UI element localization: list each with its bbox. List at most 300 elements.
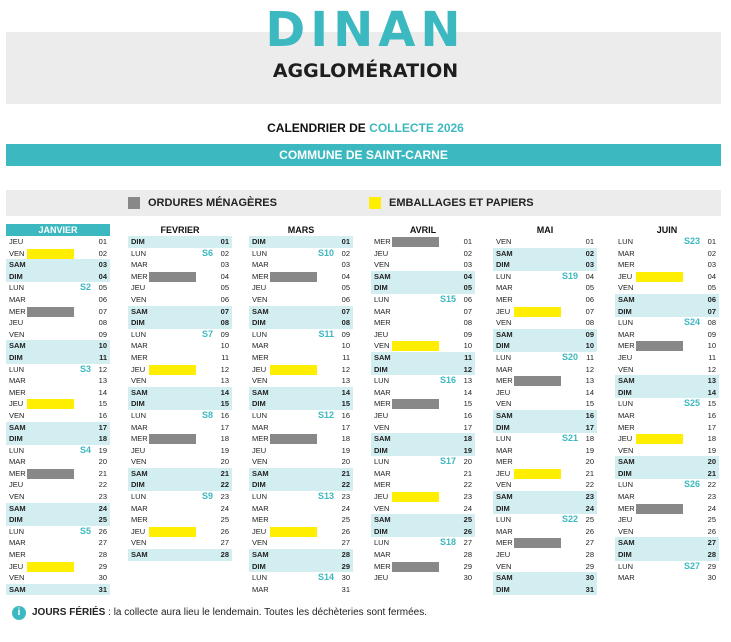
day-name: LUN — [496, 515, 512, 525]
day-number: 25 — [98, 515, 107, 525]
week-number: S25 — [683, 398, 700, 409]
day-row — [615, 503, 719, 515]
day-row — [6, 387, 110, 399]
day-number: 04 — [341, 271, 350, 281]
day-name: JEU — [618, 515, 633, 525]
day-name: VEN — [252, 294, 268, 304]
day-number: 12 — [220, 364, 229, 374]
month-avril — [371, 224, 475, 584]
day-row — [493, 410, 597, 422]
week-number: S4 — [79, 444, 91, 455]
day-number: 22 — [463, 480, 472, 490]
emballages-marker — [149, 365, 196, 375]
ordures-marker — [27, 469, 74, 479]
day-number: 29 — [585, 561, 594, 571]
day-number: 07 — [341, 306, 350, 316]
day-row — [371, 549, 475, 561]
day-number: 25 — [463, 515, 472, 525]
day-number: 24 — [341, 503, 350, 513]
day-row — [371, 526, 475, 538]
day-number: 28 — [220, 550, 229, 560]
day-name: LUN — [252, 573, 268, 583]
day-name: VEN — [252, 457, 268, 467]
day-row — [371, 445, 475, 457]
day-number: 20 — [707, 457, 716, 467]
day-number: 09 — [98, 329, 107, 339]
day-number: 17 — [341, 422, 350, 432]
week-number: S3 — [79, 363, 91, 374]
day-row — [371, 248, 475, 260]
day-name: SAM — [496, 329, 513, 339]
day-row — [249, 329, 353, 341]
day-number: 20 — [585, 457, 594, 467]
day-name: VEN — [9, 492, 25, 502]
day-number: 29 — [707, 561, 716, 571]
day-row — [249, 236, 353, 248]
day-name: VEN — [496, 237, 512, 246]
day-name: JEU — [374, 410, 389, 420]
day-number: 10 — [707, 341, 716, 351]
day-name: MER — [9, 306, 26, 316]
day-row — [6, 294, 110, 306]
day-name: MER — [618, 422, 635, 432]
day-name: MAR — [374, 550, 391, 560]
day-number: 30 — [98, 573, 107, 583]
legend-ordures — [128, 197, 277, 209]
day-name: LUN — [374, 376, 390, 386]
day-row — [493, 387, 597, 399]
day-number: 19 — [341, 445, 350, 455]
day-name: SAM — [252, 550, 269, 560]
day-name: SAM — [131, 468, 148, 478]
day-number: 06 — [585, 294, 594, 304]
day-name: MAR — [252, 341, 269, 351]
day-number: 27 — [707, 538, 716, 548]
day-number: 15 — [341, 399, 350, 409]
day-name: MER — [252, 434, 269, 444]
day-name: MER — [618, 260, 635, 270]
day-row — [493, 271, 597, 283]
day-number: 24 — [220, 503, 229, 513]
commune-banner: COMMUNE DE SAINT-CARNE — [6, 144, 721, 166]
day-name: DIM — [252, 237, 266, 246]
day-row — [615, 549, 719, 561]
day-row — [615, 236, 719, 248]
day-number: 14 — [341, 387, 350, 397]
day-number: 05 — [341, 283, 350, 293]
day-number: 30 — [341, 573, 350, 583]
ordures-marker — [392, 237, 439, 247]
month-header: JUIN — [656, 225, 678, 235]
day-row — [493, 259, 597, 271]
week-number: S15 — [439, 293, 456, 304]
day-row — [128, 526, 232, 538]
day-number: 17 — [585, 422, 594, 432]
day-name: MER — [131, 352, 148, 362]
day-number: 10 — [341, 341, 350, 351]
day-name: MER — [252, 271, 269, 281]
week-number: S7 — [201, 328, 213, 339]
day-row — [615, 387, 719, 399]
day-row — [371, 479, 475, 491]
day-number: 18 — [463, 434, 472, 444]
day-row — [615, 561, 719, 573]
day-row — [249, 317, 353, 329]
day-number: 05 — [98, 283, 107, 293]
day-number: 15 — [220, 399, 229, 409]
day-number: 11 — [708, 352, 716, 362]
day-name: DIM — [9, 434, 23, 444]
day-name: MER — [9, 468, 26, 478]
day-name: VEN — [131, 457, 147, 467]
day-number: 04 — [585, 271, 594, 281]
day-number: 26 — [98, 526, 107, 536]
day-name: DIM — [131, 318, 145, 328]
day-number: 30 — [585, 573, 594, 583]
day-row — [371, 433, 475, 445]
week-number: S22 — [561, 514, 578, 525]
day-name: LUN — [131, 329, 147, 339]
day-number: 12 — [98, 364, 107, 374]
day-number: 22 — [341, 480, 350, 490]
day-name: MER — [9, 550, 26, 560]
day-row — [493, 306, 597, 318]
day-number: 08 — [98, 318, 107, 328]
day-number: 10 — [98, 341, 107, 351]
day-row — [6, 561, 110, 573]
emballages-marker — [27, 399, 74, 409]
day-row — [493, 514, 597, 526]
day-name: DIM — [496, 422, 510, 432]
day-row — [249, 271, 353, 283]
day-name: SAM — [618, 457, 635, 467]
day-row — [371, 410, 475, 422]
day-row — [615, 537, 719, 549]
day-name: JEU — [618, 352, 633, 362]
day-number: 09 — [220, 329, 229, 339]
day-name: MER — [374, 237, 391, 246]
emballages-marker — [392, 341, 439, 351]
day-name: MER — [252, 352, 269, 362]
day-number: 12 — [341, 364, 350, 374]
day-number: 18 — [98, 434, 107, 444]
day-row — [493, 491, 597, 503]
day-number: 20 — [220, 457, 229, 467]
month-mai — [493, 224, 597, 595]
day-number: 04 — [98, 271, 107, 281]
day-row — [128, 236, 232, 248]
day-number: 17 — [463, 422, 472, 432]
day-row — [6, 282, 110, 294]
day-name: MAR — [252, 422, 269, 432]
day-number: 22 — [585, 480, 594, 490]
day-number: 12 — [463, 364, 472, 374]
day-number: 13 — [463, 376, 472, 386]
day-number: 21 — [707, 468, 716, 478]
emballages-marker — [270, 365, 317, 375]
day-name: JEU — [9, 318, 24, 328]
day-row — [371, 306, 475, 318]
emballages-marker — [27, 249, 74, 259]
day-name: MAR — [9, 294, 26, 304]
day-name: JEU — [496, 550, 511, 560]
day-row — [128, 306, 232, 318]
day-number: 31 — [98, 584, 107, 594]
day-number: 02 — [341, 248, 350, 258]
week-number: S9 — [201, 491, 213, 502]
day-row — [493, 329, 597, 341]
day-number: 02 — [220, 248, 229, 258]
day-name: JEU — [9, 237, 24, 246]
day-number: 06 — [98, 294, 107, 304]
day-number: 07 — [220, 306, 229, 316]
day-name: SAM — [374, 271, 391, 281]
day-name: SAM — [252, 306, 269, 316]
day-name: MER — [374, 399, 391, 409]
day-number: 17 — [220, 422, 229, 432]
day-row — [371, 236, 475, 248]
day-number: 21 — [341, 468, 350, 478]
day-name: DIM — [252, 561, 266, 571]
day-name: MER — [496, 294, 513, 304]
day-number: 14 — [585, 387, 594, 397]
day-name: MAR — [131, 422, 148, 432]
day-number: 30 — [463, 573, 472, 583]
day-number: 18 — [707, 434, 716, 444]
day-number: 31 — [341, 584, 350, 594]
day-row — [493, 537, 597, 549]
day-number: 13 — [585, 376, 594, 386]
day-number: 28 — [98, 550, 107, 560]
ordures-marker — [27, 307, 74, 317]
day-number: 25 — [341, 515, 350, 525]
day-row — [615, 479, 719, 491]
day-number: 26 — [585, 526, 594, 536]
day-row — [249, 514, 353, 526]
week-number: S2 — [79, 282, 91, 293]
day-row — [128, 259, 232, 271]
day-name: LUN — [9, 364, 25, 374]
day-name: JEU — [618, 271, 633, 281]
day-row — [128, 248, 232, 260]
day-number: 01 — [585, 237, 594, 246]
day-name: SAM — [618, 538, 635, 548]
day-number: 27 — [98, 538, 107, 548]
day-number: 11 — [464, 352, 472, 362]
day-name: VEN — [131, 376, 147, 386]
day-row — [493, 526, 597, 538]
day-row — [249, 375, 353, 387]
day-name: VEN — [496, 561, 512, 571]
day-number: 10 — [220, 341, 229, 351]
day-number: 26 — [341, 526, 350, 536]
month-header: MAI — [536, 225, 554, 235]
day-name: SAM — [9, 584, 26, 594]
day-row — [493, 282, 597, 294]
day-name: JEU — [252, 283, 267, 293]
day-name: JEU — [9, 480, 24, 490]
day-name: JEU — [496, 306, 511, 316]
day-number: 03 — [341, 260, 350, 270]
day-row — [249, 259, 353, 271]
day-number: 20 — [98, 457, 107, 467]
day-name: MAR — [9, 538, 26, 548]
day-row — [128, 491, 232, 503]
day-name: DIM — [252, 399, 266, 409]
day-name: SAM — [496, 248, 513, 258]
week-number: S26 — [683, 479, 700, 490]
day-number: 03 — [220, 260, 229, 270]
day-number: 28 — [463, 550, 472, 560]
day-name: MER — [9, 387, 26, 397]
day-number: 04 — [463, 271, 472, 281]
day-row — [6, 468, 110, 480]
day-number: 14 — [220, 387, 229, 397]
day-name: SAM — [252, 468, 269, 478]
day-number: 08 — [220, 318, 229, 328]
day-number: 21 — [98, 468, 107, 478]
day-number: 02 — [585, 248, 594, 258]
legend-ordures-label: ORDURES MÉNAGÈRES — [148, 197, 277, 209]
day-row — [249, 387, 353, 399]
day-row — [615, 294, 719, 306]
day-row — [493, 248, 597, 260]
day-number: 27 — [585, 538, 594, 548]
day-name: DIM — [9, 271, 23, 281]
day-row — [249, 491, 353, 503]
day-row — [6, 352, 110, 364]
week-number: S12 — [317, 409, 334, 420]
day-name: DIM — [618, 468, 632, 478]
month-header: AVRIL — [409, 225, 437, 235]
day-row — [6, 491, 110, 503]
day-row — [128, 537, 232, 549]
week-number: S21 — [561, 433, 578, 444]
day-row — [615, 422, 719, 434]
emballages-marker — [514, 307, 561, 317]
day-name: MAR — [252, 503, 269, 513]
day-name: VEN — [9, 329, 25, 339]
day-name: MER — [374, 480, 391, 490]
day-name: VEN — [374, 260, 390, 270]
calendar-title — [0, 121, 731, 135]
day-name: MAR — [9, 457, 26, 467]
day-number: 16 — [585, 410, 594, 420]
day-number: 14 — [463, 387, 472, 397]
day-name: LUN — [618, 561, 634, 571]
day-row — [6, 410, 110, 422]
day-row — [615, 514, 719, 526]
day-name: MAR — [131, 503, 148, 513]
day-name: MAR — [374, 468, 391, 478]
day-number: 16 — [707, 410, 716, 420]
day-name: MER — [618, 341, 635, 351]
day-name: MER — [374, 318, 391, 328]
day-row — [493, 340, 597, 352]
day-name: SAM — [618, 376, 635, 386]
day-name: MAR — [252, 584, 269, 594]
week-number: S10 — [317, 247, 334, 258]
day-name: DIM — [374, 283, 388, 293]
day-name: JEU — [252, 445, 267, 455]
day-name: MAR — [618, 492, 635, 502]
day-row — [615, 271, 719, 283]
day-name: VEN — [618, 526, 634, 536]
day-name: JEU — [374, 248, 389, 258]
day-row — [128, 364, 232, 376]
day-number: 25 — [220, 515, 229, 525]
day-name: MAR — [374, 387, 391, 397]
day-number: 30 — [707, 573, 716, 583]
day-row — [493, 236, 597, 248]
day-number: 08 — [341, 318, 350, 328]
day-name: MER — [131, 271, 148, 281]
day-name: LUN — [496, 434, 512, 444]
week-number: S11 — [318, 328, 334, 339]
day-row — [249, 398, 353, 410]
day-number: 26 — [463, 526, 472, 536]
day-name: DIM — [374, 364, 388, 374]
day-number: 03 — [463, 260, 472, 270]
week-number: S16 — [439, 375, 456, 386]
day-number: 01 — [341, 237, 350, 246]
day-name: SAM — [618, 294, 635, 304]
day-row — [493, 294, 597, 306]
day-row — [615, 433, 719, 445]
day-row — [249, 294, 353, 306]
ordures-marker — [392, 562, 439, 572]
day-name: MAR — [374, 306, 391, 316]
day-row — [128, 340, 232, 352]
day-row — [493, 456, 597, 468]
day-number: 10 — [585, 341, 594, 351]
day-name: LUN — [374, 538, 390, 548]
day-name: LUN — [9, 526, 25, 536]
day-row — [249, 526, 353, 538]
day-name: SAM — [496, 573, 513, 583]
day-row — [615, 468, 719, 480]
day-row — [6, 526, 110, 538]
day-name: MAR — [496, 283, 513, 293]
day-number: 01 — [463, 237, 472, 246]
day-name: DIM — [496, 503, 510, 513]
day-name: DIM — [618, 387, 632, 397]
day-number: 16 — [220, 410, 229, 420]
day-number: 05 — [463, 283, 472, 293]
day-name: DIM — [496, 260, 510, 270]
day-name: VEN — [374, 422, 390, 432]
day-number: 21 — [585, 468, 594, 478]
day-name: JEU — [9, 399, 24, 409]
day-number: 15 — [463, 399, 472, 409]
day-row — [371, 503, 475, 515]
day-row — [615, 398, 719, 410]
day-number: 03 — [585, 260, 594, 270]
week-number: S23 — [683, 236, 700, 246]
day-row — [6, 398, 110, 410]
week-number: S5 — [79, 525, 91, 536]
day-name: SAM — [9, 260, 26, 270]
day-number: 11 — [99, 352, 107, 362]
day-row — [128, 503, 232, 515]
day-row — [6, 422, 110, 434]
day-number: 08 — [585, 318, 594, 328]
day-row — [128, 514, 232, 526]
day-number: 16 — [341, 410, 350, 420]
week-number: S20 — [561, 351, 578, 362]
day-name: LUN — [252, 248, 268, 258]
ordures-marker — [514, 376, 561, 386]
